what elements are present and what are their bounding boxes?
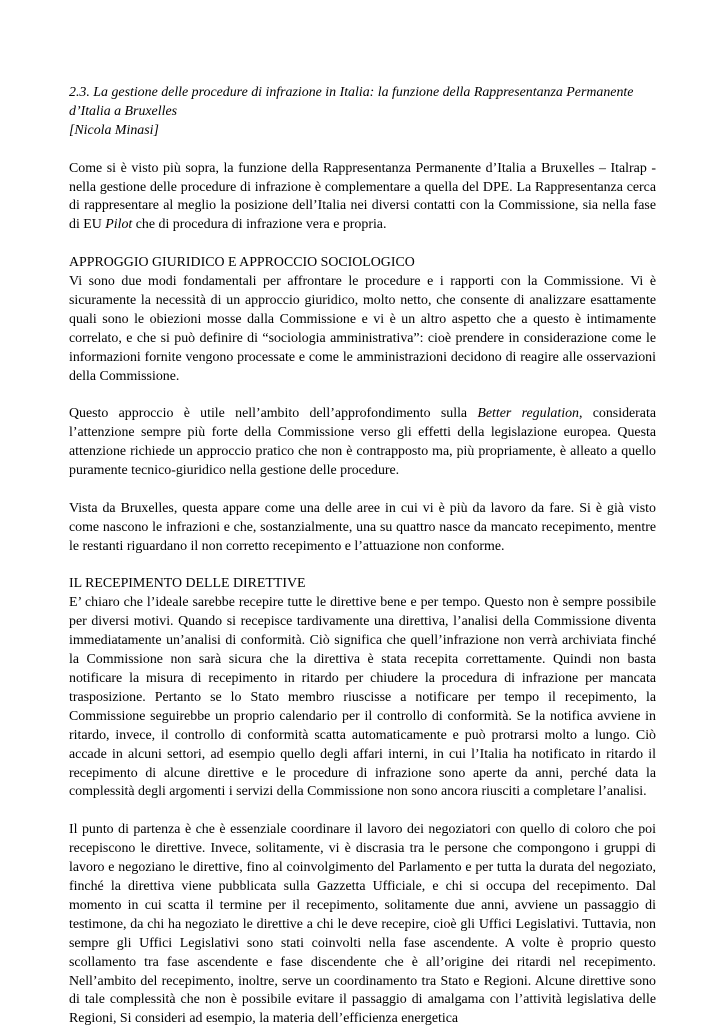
intro-text: Come si è visto più sopra, la funzione della Rappresentanza Permanente d’Italia a Bruxelles – Italrap - nella gestione delle procedure di infrazione è complementare a quella del DPE. La Rappresentanza cerca di rappresentare al meglio la posizione dell’Italia nei diversi contatti con la Commissione, sia nella fase di EU [69, 160, 656, 233]
approccio-paragraph-1: Vi sono due modi fondamentali per affrontare le procedure e i rapporti con la Commissione. Vi è sicuramente la necessità di un approccio giuridico, molto netto, che consente di analizzare esattamente quali sono le obiezioni mosse dalla Commissione e vi è un altro aspetto che a questo è intimamente correlato, e che si può definire di “sociologia amministrativa”: cioè prendere in considerazione come le informazioni fornite vengono processate e come le amministrazioni decidono di reagire alle osservazioni della Commissione. [69, 274, 656, 384]
intro-emphasis: Pilot [105, 217, 133, 233]
heading-approccio: APPROGGIO GIURIDICO E APPROCCIO SOCIOLOGICO [69, 255, 415, 271]
approccio-p2-text: Questo approccio è utile nell’ambito dell’approfondimento sulla [69, 406, 478, 422]
section-author: [Nicola Minasi] [69, 122, 159, 138]
section-title: 2.3. La gestione delle procedure di infrazione in Italia: la funzione della Rappresentanza Permanente d’Italia a Bruxelles [69, 85, 634, 119]
intro-text-end: che di procedura di infrazione vera e propria. [132, 217, 387, 233]
document-page [69, 84, 656, 1029]
intro-paragraph [69, 160, 656, 236]
approccio-paragraph-2 [69, 405, 656, 481]
approccio-p2-emphasis: Better regulation [477, 406, 579, 422]
recepimento-paragraph-1: E’ chiaro che l’ideale sarebbe recepire tutte le direttive bene e per tempo. Questo non è sempre possibile per diversi motivi. Quando si recepisce tardivamente una direttiva, l’analisi della Commissione diventa immediatamente un’analisi di conformità. Ciò significa che quell’infrazione non verrà archiviata finché la Commissione non sarà sicura che la direttiva è stata recepita correttamente. Quindi non basta notificare la misura di recepimento in ritardo per chiudere la procedura di infrazione per mancata trasposizione. Pertanto se lo Stato membro riuscisse a notificare per tempo il recepimento, la Commissione seguirebbe un proprio calendario per il controllo di conformità. Se la notifica avviene in ritardo, invece, il controllo di conformità scatta automaticamente e può protrarsi molto a lungo. Ciò accade in alcuni settori, ad esempio quello degli affari interni, in cui l’Italia ha notificato in ritardo il recepimento di alcune direttive e le procedure di infrazione sono aperte da anni, perché data la complessità degli argomenti i servizi della Commissione non sono ancora riusciti a completare l’analisi. [69, 595, 656, 800]
approccio-p2-text-end: , considerata l’attenzione sempre più forte della Commissione verso gli effetti della legislazione europea. Questa attenzione richiede un approccio pratico che non è contrapposto ma, più propriamente, è alleato a quello puramente tecnico-giuridico nella gestione delle procedure. [69, 406, 656, 479]
heading-recepimento: IL RECEPIMENTO DELLE DIRETTIVE [69, 576, 306, 592]
recepimento-paragraph-2: Il punto di partenza è che è essenziale coordinare il lavoro dei negoziatori con quello di coloro che poi recepiscono le direttive. Invece, solitamente, vi è discrasia tra le persone che compongono i gruppi di lavoro e negoziano le direttive, fino al coinvolgimento del Parlamento e per tutta la durata del negoziato, finché la direttiva viene pubblicata sulla Gazzetta Ufficiale, e chi si occupa del recepimento. Dal momento in cui scatta il termine per il recepimento, solitamente due anni, avviene un passaggio di testimone, da chi ha negoziato le direttive a chi le deve recepire, cioè gli Uffici Legislativi. Tuttavia, non sempre gli Uffici Legislativi sono stati coinvolti nella fase ascendente. A volte è proprio questo scollamento tra fase ascendente e fase discendente che è all’origine dei ritardi nel recepimento. Nell’ambito del recepimento, inoltre, serve un coordinamento tra Stato e Regioni. Alcune direttive sono di tale complessità che non è possibile evitare il passaggio di amalgama con l’attività legislativa delle Regioni, Si consideri ad esempio, la materia dell’efficienza energetica [69, 822, 656, 1027]
approccio-paragraph-3: Vista da Bruxelles, questa appare come una delle aree in cui vi è più da lavoro da fare. Si è già visto come nascono le infrazioni e che, sostanzialmente, una su quattro nasce da mancato recepimento, mentre le restanti riguardano il non corretto recepimento e l’attuazione non conforme. [69, 500, 656, 554]
